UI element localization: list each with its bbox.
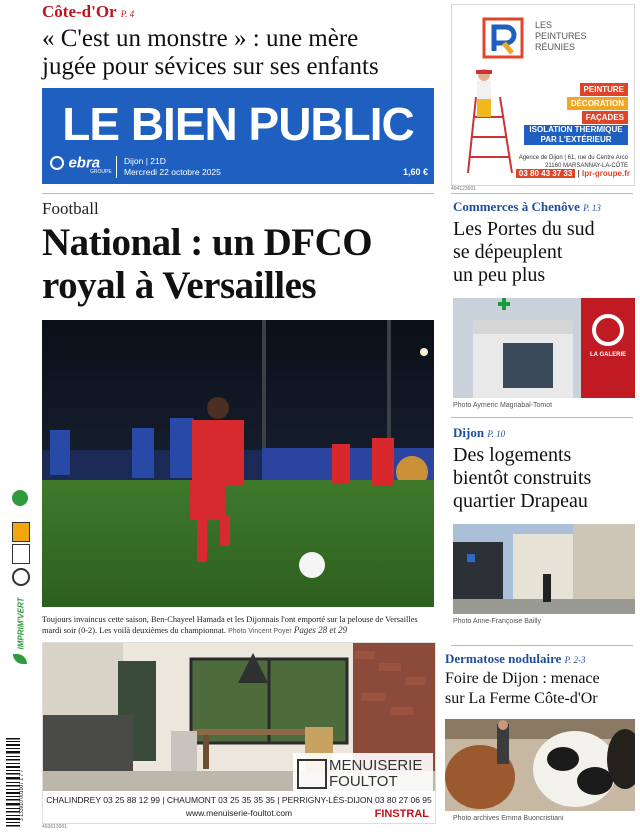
side1-credit: Photo Aymeric Magnabal-Tomot <box>453 402 553 409</box>
top-teaser-headline[interactable]: « C'est un monstre » : une mère jugée pour sévices sur ses enfants <box>42 25 379 80</box>
side2-page-ref: P. 10 <box>487 429 506 439</box>
main-pages[interactable]: Pages 28 et 29 <box>293 625 348 635</box>
left-margin-logos <box>8 450 34 690</box>
side2-headline[interactable]: Des logements bientôt construits quartier Drapeau <box>453 444 592 512</box>
side1-photo[interactable] <box>453 298 635 398</box>
top-ad-service-4: ISOLATION THERMIQUE PAR L'EXTÉRIEUR <box>524 125 628 145</box>
main-caption: Toujours invaincus cette saison, Ben-Chayeel Hamada et les Dijonnais l'ont emporté sur la pelouse de Versailles mardi soir (0-2). Les voilà deuxièmes du championnat. <box>42 615 418 635</box>
masthead-price: 1,60 € <box>402 167 428 177</box>
masthead-date: Mercredi 22 octobre 2025 <box>124 167 221 177</box>
recycle-icon <box>12 490 28 506</box>
finstral-logo: FINSTRAL <box>374 808 429 820</box>
side3-kicker: Dermatose nodulaire P. 2-3 <box>445 651 586 666</box>
ebra-logo: ebra GROUPE <box>50 154 112 175</box>
main-section: Football <box>42 199 99 218</box>
top-teaser-page-ref: P. 4 <box>120 9 135 19</box>
bottom-ad-brand-2: FOULTOT <box>329 773 398 790</box>
imprim-vert-label: IMPRIM'VERT <box>16 597 26 650</box>
lpr-logo-icon <box>482 17 524 59</box>
side2-photo[interactable] <box>453 524 635 614</box>
top-ad-service-3: FAÇADES <box>582 111 628 124</box>
leaf-icon <box>13 654 27 664</box>
side2-kicker: Dijon P. 10 <box>453 425 506 440</box>
top-ad-service-2: DÉCORATION <box>567 97 628 110</box>
top-ad-ref: 494123601 <box>451 186 477 192</box>
bottom-ad[interactable] <box>42 642 436 824</box>
masthead-edition: Dijon | 21D <box>124 156 166 166</box>
top-ad-service-1: PEINTURE <box>580 83 628 96</box>
top-ad-brand-3: RÉUNIES <box>535 42 576 52</box>
bottom-ad-contacts[interactable]: CHALINDREY 03 25 88 12 99 | CHAUMONT 03 25 35 35 35 | PERRIGNY-LÈS-DIJON 03 80 27 06 95 <box>46 795 432 805</box>
side1-kicker: Commerces à Chenôve P. 13 <box>453 199 601 214</box>
print-quality-icon <box>12 522 30 542</box>
side3-photo[interactable] <box>445 719 635 811</box>
top-ad-brand-2: PEINTURES <box>535 31 587 41</box>
side1-headline[interactable]: Les Portes du sud se dépeuplent un peu plus <box>453 218 595 286</box>
top-ad-brand-1: LES <box>535 20 553 30</box>
foultot-logo-icon <box>297 759 327 789</box>
main-photo[interactable] <box>42 320 434 607</box>
barcode-digits: 3 133910 001007 1 7 7 <box>19 769 25 821</box>
bottom-ad-ref: 493613001 <box>42 824 68 830</box>
paper-origin-icon <box>12 544 30 564</box>
top-ad-address-2: 21160 MARSANNAY-LA-CÔTE <box>545 163 628 169</box>
bottom-ad-website[interactable]: www.menuiserie-foultot.com <box>185 808 293 818</box>
painter-illustration <box>462 67 522 175</box>
bottom-ad-brand-1: MENUISERIE <box>329 757 423 774</box>
side3-page-ref: P. 2-3 <box>564 655 586 665</box>
masthead-title: LE BIEN PUBLIC <box>62 98 414 150</box>
main-headline[interactable]: National : un DFCO royal à Versailles <box>42 221 373 307</box>
top-teaser-kicker: Côte-d'Or P. 4 <box>42 2 135 21</box>
side2-credit: Photo Anne-Françoise Bailly <box>453 618 541 625</box>
top-ad[interactable]: LES PEINTURES RÉUNIES PEINTURE DÉCORATION FAÇADES ISOLATION THERMIQUE PAR L'EXTÉRIEUR Agence de Dijon | 61, rue du Centre Arco 21160 MARSANNAY-LA-CÔTE 03 80 43 37 33 | lpr-groupe.fr <box>451 4 635 186</box>
foultot-logo <box>293 753 433 793</box>
main-credit: Photo Vincent Poyer <box>228 628 292 635</box>
side1-page-ref: P. 13 <box>583 203 601 213</box>
top-ad-phone[interactable]: 03 80 43 37 33 <box>516 169 575 178</box>
top-ad-address-1: Agence de Dijon | 61, rue du Centre Arco <box>518 155 628 161</box>
side3-headline[interactable]: Foire de Dijon : menace sur La Ferme Côte-d'Or <box>445 670 600 707</box>
side3-credit: Photo archives Emma Buoncristiani <box>453 815 564 822</box>
top-ad-website[interactable]: lpr-groupe.fr <box>582 169 630 178</box>
masthead <box>42 88 434 184</box>
barcode <box>4 738 28 830</box>
side1-photo-sign: LA GALERIE <box>590 352 627 358</box>
